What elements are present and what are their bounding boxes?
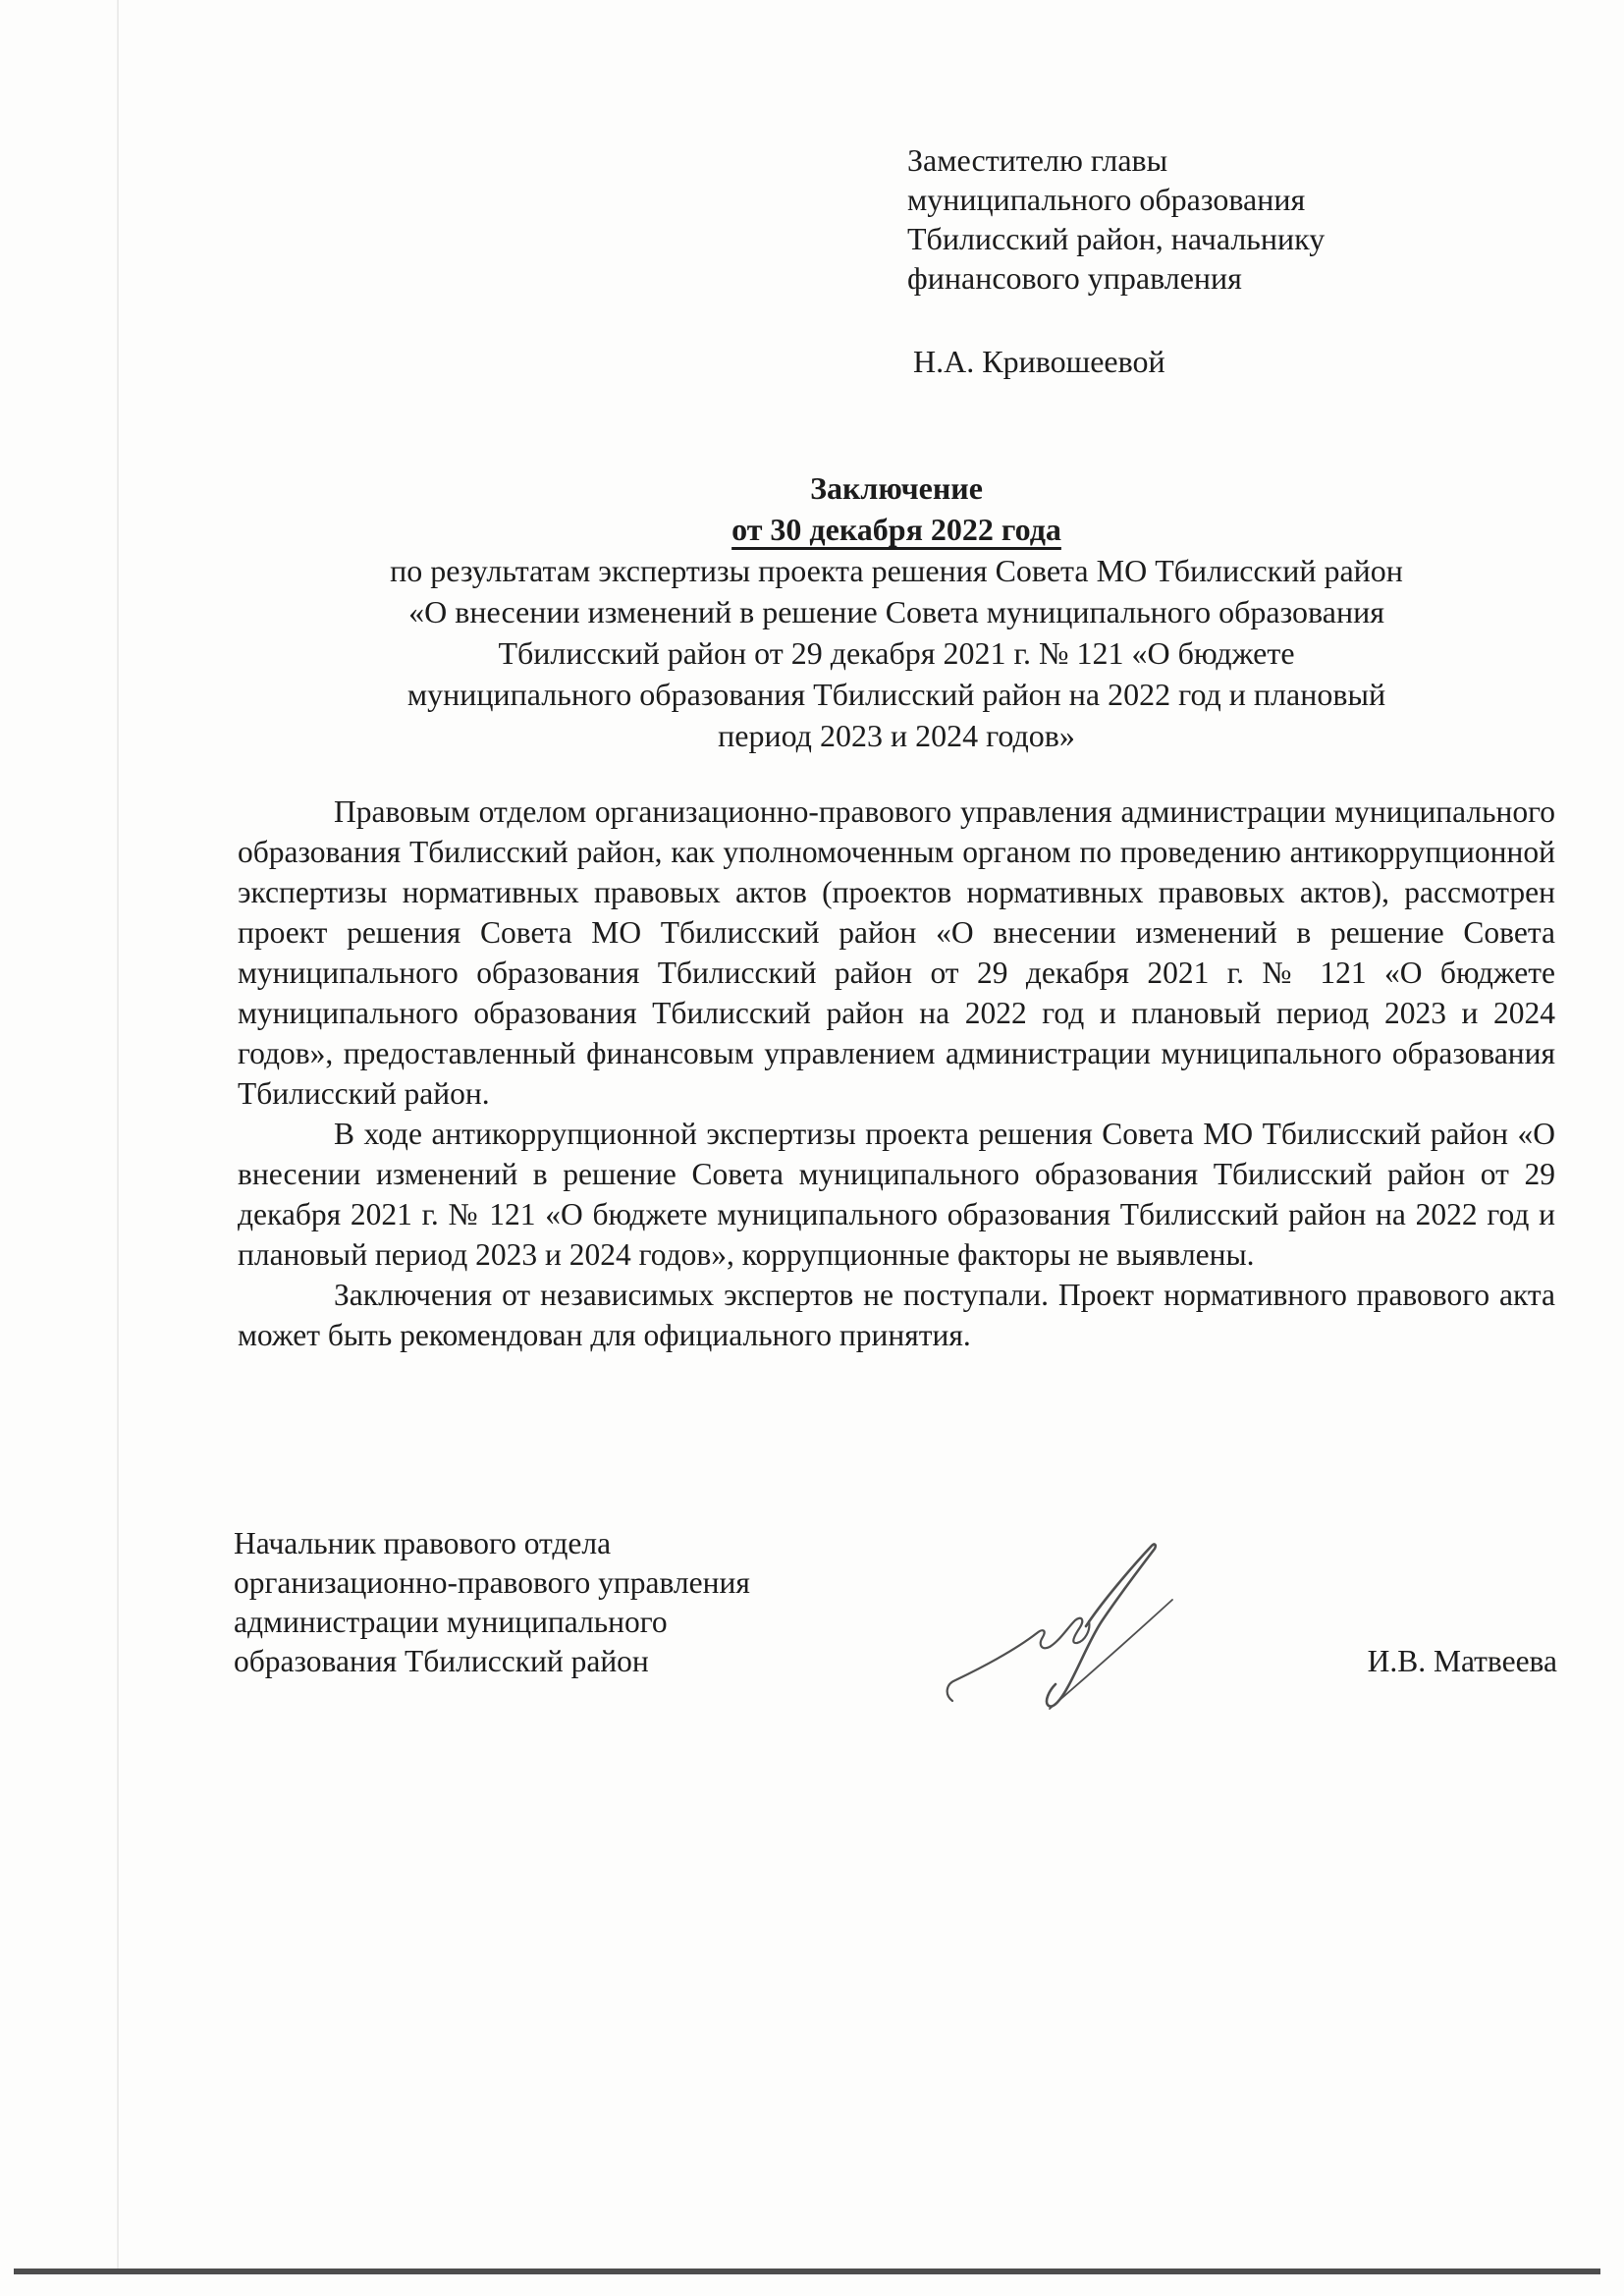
- subtitle-line: «О внесении изменений в решение Совета муниципального образования: [408, 594, 1384, 629]
- signer-name: И.В. Матвеева: [1367, 1644, 1557, 1678]
- document-heading-block: [236, 467, 1557, 756]
- signer-position-line: образования Тбилисский район: [234, 1644, 649, 1678]
- document-date-line: от 30 декабря 2022 года: [731, 512, 1061, 547]
- signer-position-line: организационно-правового управления: [234, 1565, 750, 1600]
- body-paragraph: Правовым отделом организационно-правового управления администрации муниципального образования Тбилисский район, как уполномоченным органом по проведению антикоррупционной экспертизы нормативных правовых актов (проектов нормативных правовых актов), рассмотрен проект решения Совета МО Тбилисский район «О внесении изменений в решение Совета муниципального образования Тбилисский район от 29 декабря 2021 г. № 121 «О бюджете муниципального образования Тбилисский район на 2022 год и плановый период 2023 и 2024 годов», предоставленный финансовым управлением администрации муниципального образования Тбилисский район.: [238, 794, 1555, 1111]
- scan-artifact-bottom-edge: [14, 2269, 1600, 2274]
- body-paragraph: В ходе антикоррупционной экспертизы проекта решения Совета МО Тбилисский район «О внесении изменений в решение Совета муниципального образования Тбилисский район от 29 декабря 2021 г. № 121 «О бюджете муниципального образования Тбилисский район на 2022 год и плановый период 2023 и 2024 годов», коррупционные факторы не выявлены.: [238, 1117, 1555, 1272]
- addressee-line: финансового управления: [907, 260, 1242, 296]
- subtitle-line: муниципального образования Тбилисский район на 2022 год и плановый: [406, 677, 1386, 712]
- addressee-line: Тбилисский район, начальнику: [907, 221, 1326, 256]
- signature-stroke: [1050, 1600, 1172, 1709]
- addressee-name: Н.А. Кривошеевой: [913, 344, 1165, 379]
- signer-position-line: Начальник правового отдела: [234, 1526, 612, 1560]
- body-paragraph: Заключения от независимых экспертов не поступали. Проект нормативного правового акта может быть рекомендован для официального принятия.: [238, 1278, 1555, 1352]
- subtitle-line: по результатам экспертизы проекта решения Совета МО Тбилисский район: [390, 553, 1403, 588]
- subtitle-line: Тбилисский район от 29 декабря 2021 г. № 121 «О бюджете: [498, 635, 1295, 671]
- document-body: [238, 792, 1555, 1355]
- addressee-block: [907, 140, 1325, 298]
- addressee-line: Заместителю главы: [907, 142, 1168, 178]
- addressee-line: муниципального образования: [907, 182, 1306, 217]
- signer-position-line: администрации муниципального: [234, 1605, 668, 1639]
- handwritten-signature: [931, 1524, 1206, 1735]
- scan-artifact-vertical-line: [117, 0, 119, 2270]
- subtitle-line: период 2023 и 2024 годов»: [718, 718, 1075, 753]
- signer-position-block: [234, 1524, 750, 1681]
- document-title: Заключение: [810, 470, 983, 506]
- signature-stroke: [1047, 1545, 1156, 1707]
